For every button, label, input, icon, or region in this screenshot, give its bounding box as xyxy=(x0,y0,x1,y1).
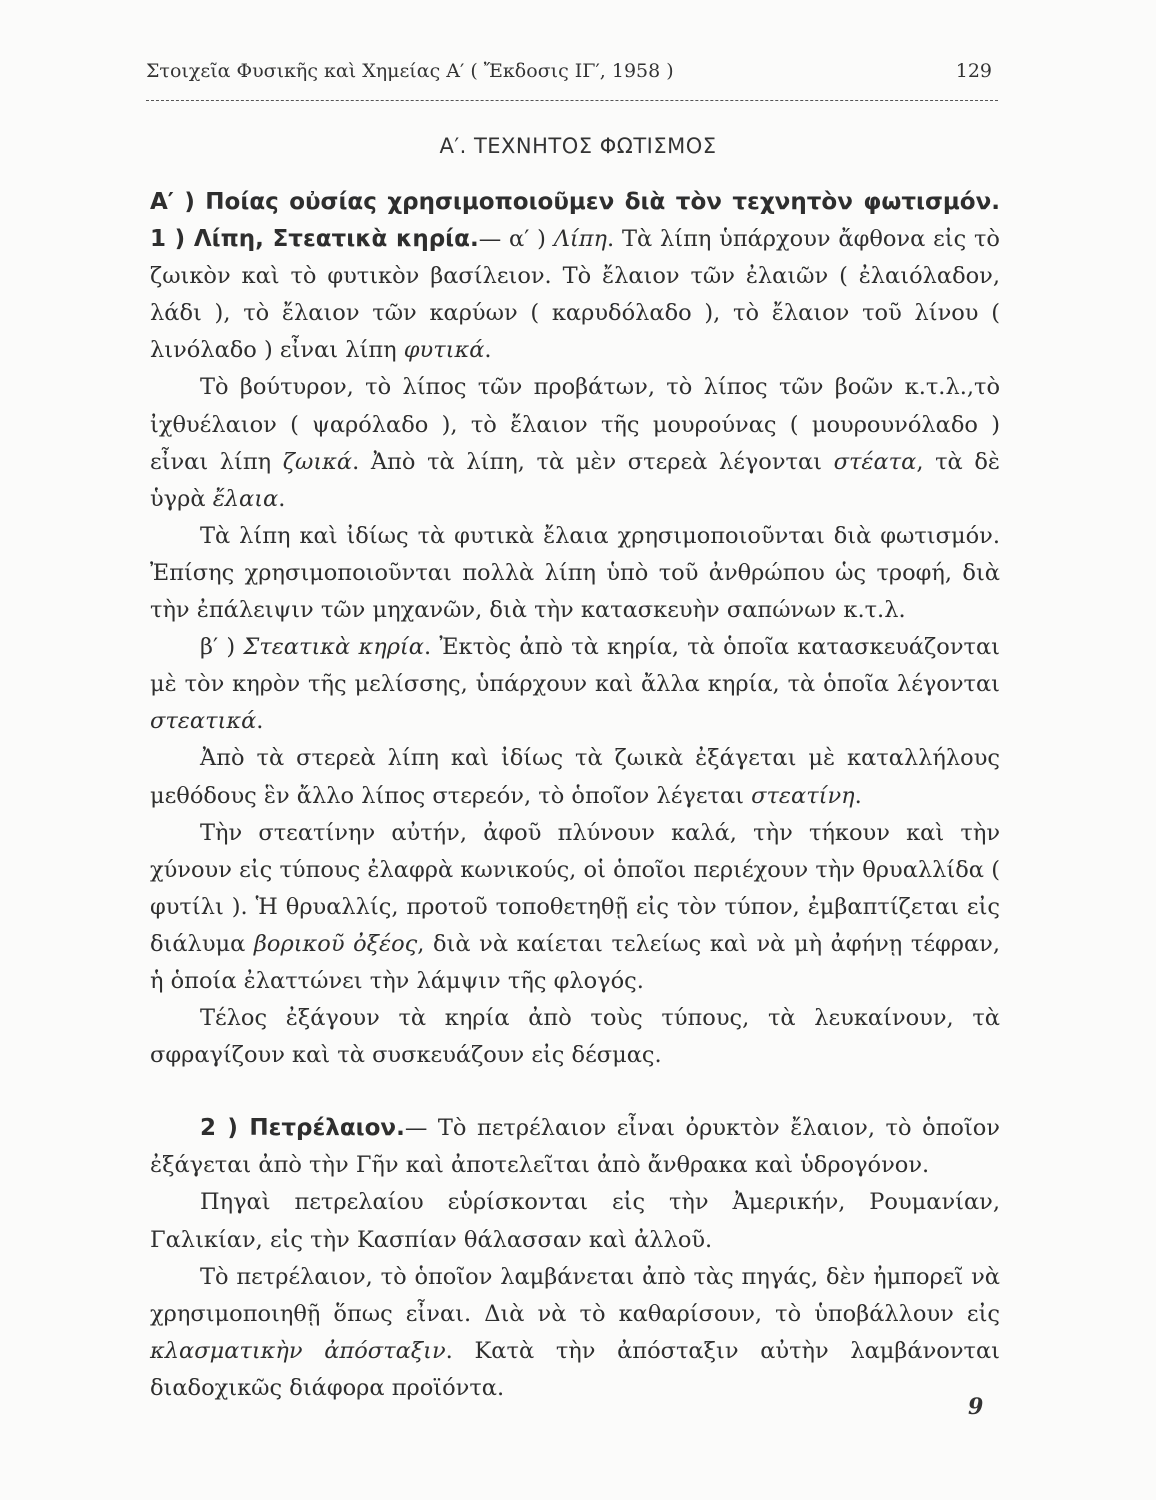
term-steatini: στεατίνη xyxy=(751,782,855,809)
page-number: 129 xyxy=(955,60,992,82)
term-boriko-oxy: βορικοῦ ὀξέος xyxy=(253,930,418,957)
paragraph-9: Πηγαὶ πετρελαίου εὑρίσκονται εἰς τὴν Ἀμερικήν, Ρουμανίαν, Γαλικίαν, εἰς τὴν Κασπίαν θάλασσαν καὶ ἀλλοῦ. xyxy=(150,1189,1000,1253)
term-elaia: ἔλαια xyxy=(212,485,279,512)
term-steatika: στεατικά xyxy=(150,708,257,735)
paragraph-2: Τὸ βούτυρον, τὸ λίπος τῶν προβάτων, τὸ λίπος τῶν βοῶν κ.τ.λ.,τὸ ἰχθυέλαιον ( ψαρόλαδο ), τὸ ἔλαιον τῆς μουρούνας ( μουρουνόλαδο ) εἶναι λίπη ζωικά. Ἀπὸ τὰ λίπη, τὰ μὲν στερεὰ λέγονται στέατα, τὰ δὲ ὑγρὰ ἔλαια. xyxy=(150,374,1000,512)
term-steata: στέατα xyxy=(833,448,917,475)
body-text xyxy=(150,184,1000,1407)
paragraph-1: Α′ ) Ποίας οὐσίας χρησιμοποιοῦμεν διὰ τὸν τεχνητὸν φωτισμόν. 1 ) Λίπη, Στεατικὰ κηρία.— α′ ) Λίπη. Τὰ λίπη ὑπάρχουν ἄφθονα εἰς τὸ ζωικὸν καὶ τὸ φυτικὸν βασίλειον. Τὸ ἔλαιον τῶν ἐλαιῶν ( ἐλαιόλαδον, λάδι ), τὸ ἔλαιον τῶν καρύων ( καρυδόλαδο ), τὸ ἔλαιον τοῦ λίνου ( λινόλαδο ) εἶναι λίπη φυτικά. xyxy=(150,189,1000,364)
petroleum-heading: 2 ) Πετρέλαιον. xyxy=(200,1115,405,1142)
question-heading: Α′ ) Ποίας οὐσίας χρησιμοποιοῦμεν διὰ τὸν τεχνητὸν φωτισμόν. 1 ) Λίπη, Στεατικὰ κηρία. xyxy=(150,189,1000,253)
term-klasmatiki-apostaxi: κλασματικὴν ἀπόσταξιν xyxy=(150,1337,446,1364)
paragraph-7: Τέλος ἐξάγουν τὰ κηρία ἀπὸ τοὺς τύπους, τὰ λευκαίνουν, τὰ σφραγίζουν καὶ τὰ συσκευάζουν εἰς δέσμας. xyxy=(150,1005,1000,1069)
paragraph-3: Τὰ λίπη καὶ ἰδίως τὰ φυτικὰ ἔλαια χρησιμοποιοῦνται διὰ φωτισμόν. Ἐπίσης χρησιμοποιοῦνται πολλὰ λίπη ὑπὸ τοῦ ἀνθρώπου ὡς τροφή, διὰ τὴν ἐπάλειψιν τῶν μηχανῶν, διὰ τὴν κατασκευὴν σαπώνων κ.τ.λ. xyxy=(150,522,1000,624)
term-zoika: ζωικά xyxy=(282,448,353,475)
paragraph-4: β′ ) Στεατικὰ κηρία. Ἐκτὸς ἀπὸ τὰ κηρία, τὰ ὁποῖα κατασκευάζονται μὲ τὸν κηρὸν τῆς μελίσσης, ὑπάρχουν καὶ ἄλλα κηρία, τὰ ὁποῖα λέγονται στεατικά. xyxy=(150,634,1000,735)
paragraph-8: 2 ) Πετρέλαιον.— Τὸ πετρέλαιον εἶναι ὀρυκτὸν ἔλαιον, τὸ ὁποῖον ἐξάγεται ἀπὸ τὴν Γῆν καὶ ἀποτελεῖται ἀπὸ ἄνθρακα καὶ ὑδρογόνον. xyxy=(150,1115,1000,1179)
running-title: Στοιχεῖα Φυσικῆς καὶ Χημείας Α′ ( Ἔκδοσις ΙΓ′, 1958 ) xyxy=(146,60,674,82)
paragraph-10: Τὸ πετρέλαιον, τὸ ὁποῖον λαμβάνεται ἀπὸ τὰς πηγάς, δὲν ἠμπορεῖ νὰ χρησιμοποιηθῇ ὅπως εἶναι. Διὰ νὰ τὸ καθαρίσουν, τὸ ὑποβάλλουν εἰς κλασματικὴν ἀπόσταξιν. Κατὰ τὴν ἀπόσταξιν αὐτὴν λαμβάνονται διαδοχικῶς διάφορα προϊόντα. xyxy=(150,1263,1000,1401)
term-lipi: Λίπη xyxy=(553,226,608,253)
signature-mark: 9 xyxy=(968,1394,984,1420)
section-heading: Α′. ΤΕΧΝΗΤΟΣ ΦΩΤΙΣΜΟΣ xyxy=(439,134,717,158)
header-rule xyxy=(146,100,998,101)
term-steatika-kiria: Στεατικὰ κηρία xyxy=(243,634,424,661)
paragraph-5: Ἀπὸ τὰ στερεὰ λίπη καὶ ἰδίως τὰ ζωικὰ ἐξάγεται μὲ καταλλήλους μεθόδους ἓν ἄλλο λίπος στερεόν, τὸ ὁποῖον λέγεται στεατίνη. xyxy=(150,745,1000,809)
term-fytika: φυτικά xyxy=(403,337,485,364)
paragraph-6: Τὴν στεατίνην αὐτήν, ἀφοῦ πλύνουν καλά, τὴν τήκουν καὶ τὴν χύνουν εἰς τύπους ἐλαφρὰ κωνικούς, οἱ ὁποῖοι περιέχουν τὴν θρυαλλίδα ( φυτίλι ). Ἡ θρυαλλίς, προτοῦ τοποθετηθῇ εἰς τὸν τύπον, ἐμβαπτίζεται εἰς διάλυμα βορικοῦ ὀξέος, διὰ νὰ καίεται τελείως καὶ νὰ μὴ ἀφήνῃ τέφραν, ἡ ὁποία ἐλαττώνει τὴν λάμψιν τῆς φλογός. xyxy=(150,819,1000,994)
